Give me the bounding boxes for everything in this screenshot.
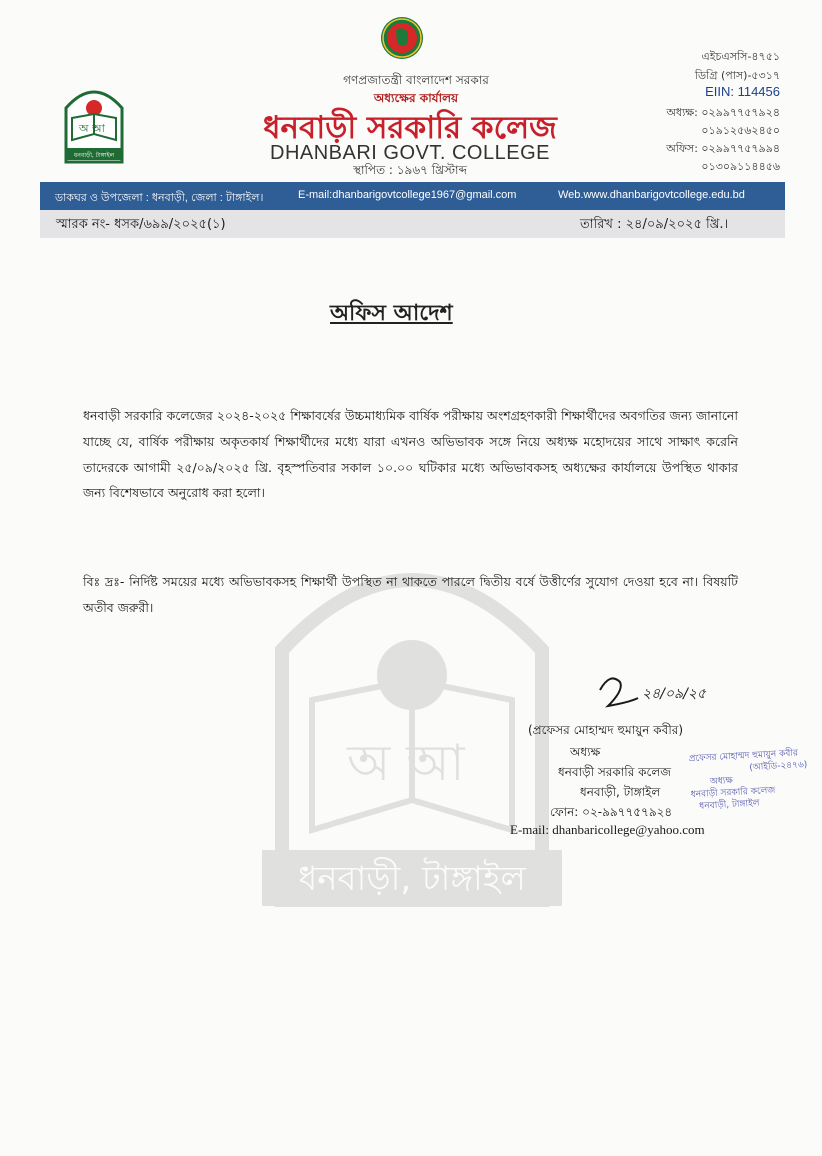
band-address: ডাকঘর ও উপজেলা : ধনবাড়ী, জেলা : টাঙ্গাইল। bbox=[55, 192, 264, 204]
signatory-place: ধনবাড়ী, টাঙ্গাইল bbox=[580, 785, 661, 799]
memo-date: তারিখ : ২৪/০৯/২০২৫ খ্রি.। bbox=[580, 217, 729, 232]
band-email[interactable]: E-mail:dhanbarigovtcollege1967@gmail.com bbox=[298, 189, 517, 201]
watermark-logo bbox=[262, 500, 562, 920]
principal-office: অধ্যক্ষের কার্যালয় bbox=[373, 91, 459, 105]
stamp-line-4: ধনবাড়ী সরকারি কলেজ bbox=[690, 785, 776, 801]
signatory-phone: ফোন: ০২-৯৯৭৭৫৭৯২৪ bbox=[550, 805, 673, 819]
handwritten-signature bbox=[590, 668, 730, 716]
mobile-number-2: ০১৩০৯১১৪৪৫৬ bbox=[701, 160, 780, 173]
postscript-paragraph: বিঃ দ্রঃ- নির্দিষ্ট সময়ের মধ্যে অভিভাবকসহ শিক্ষার্থী উপস্থিত না থাকতে পারলে দ্বিতীয় বর্ষে উত্তীর্ণের সুযোগ দেওয়া হবে না। বিষয়টি অতীব জরুরী। bbox=[83, 574, 738, 615]
logo-place: ধনবাড়ী, টাঙ্গাইল bbox=[73, 152, 115, 159]
stamp-line-3: অধ্যক্ষ bbox=[709, 775, 734, 788]
body-paragraph: ধনবাড়ী সরকারি কলেজের ২০২৪-২০২৫ শিক্ষাবর্ষের উচ্চমাধ্যমিক বার্ষিক পরীক্ষায় অংশগ্রহণকারী শিক্ষার্থীদের অবগতির জন্য জানানো যাচ্ছে যে, বার্ষিক পরীক্ষায় অকৃতকার্য শিক্ষার্থীদের মধ্যে যারা এখনও অভিভাবক সঙ্গে নিয়ে অধ্যক্ষ মহোদয়ের সাথে সাক্ষাৎ করেনি তাদেরকে আগামী ২৫/০৯/২০২৫ খ্রি. বৃহস্পতিবার সকাল ১০.০০ ঘটিকার মধ্যে অভিভাবকসহ অধ্যক্ষের কার্যালয়ে উপস্থিত থাকার জন্য বিশেষভাবে অনুরোধ করা হলো। bbox=[83, 408, 738, 501]
page-title: অফিস আদেশ bbox=[330, 301, 453, 326]
eiin-number: EIIN: 114456 bbox=[705, 84, 780, 99]
degree-code: ডিগ্রি (পাস)-৫৩১৭ bbox=[694, 69, 780, 82]
stamp-line-2: (আইডি-২৪৭৬) bbox=[749, 760, 808, 774]
signature-date: ২৪/০৯/২৫ bbox=[642, 686, 706, 702]
signatory-name: (প্রফেসর মোহাম্মদ হুমায়ুন কবীর) bbox=[528, 723, 684, 737]
college-name-english: DHANBARI GOVT. COLLEGE bbox=[270, 142, 550, 164]
college-name-bangla: ধনবাড়ী সরকারি কলেজ bbox=[263, 110, 557, 146]
office-phone: অফিস: ০২৯৯৭৭৫৭৯৯৪ bbox=[666, 142, 780, 155]
government-emblem-icon bbox=[380, 16, 424, 60]
signatory-college: ধনবাড়ী সরকারি কলেজ bbox=[558, 765, 672, 779]
official-stamp bbox=[689, 747, 814, 813]
government-name: গণপ্রজাতন্ত্রী বাংলাদেশ সরকার bbox=[343, 73, 489, 87]
band-website[interactable]: Web.www.dhanbarigovtcollege.edu.bd bbox=[558, 189, 745, 201]
watermark-place: ধনবাড়ী, টাঙ্গাইল bbox=[298, 859, 526, 899]
stamp-line-1: প্রফেসর মোহাম্মদ হুমায়ুন কবীর bbox=[688, 748, 799, 765]
signatory-title: অধ্যক্ষ bbox=[570, 745, 601, 759]
watermark-letters: অ আ bbox=[347, 734, 465, 792]
signatory-email[interactable]: E-mail: dhanbaricollege@yahoo.com bbox=[510, 822, 705, 837]
mobile-number: ০১৯১২৫৬২৪৫০ bbox=[701, 124, 780, 137]
logo-letters: অ আ bbox=[79, 122, 105, 135]
stamp-line-5: ধনবাড়ী, টাঙ্গাইল bbox=[699, 798, 760, 812]
established-year: স্থাপিত : ১৯৬৭ খ্রিস্টাব্দ bbox=[353, 163, 467, 177]
college-logo bbox=[62, 78, 126, 164]
principal-phone: অধ্যক্ষ: ০২৯৯৭৭৫৭৯২৪ bbox=[666, 106, 780, 119]
hsc-code: এইচএসসি-৪৭৫১ bbox=[701, 50, 780, 63]
memo-number: স্মারক নং- ধসক/৬৯৯/২০২৫(১) bbox=[56, 217, 226, 232]
